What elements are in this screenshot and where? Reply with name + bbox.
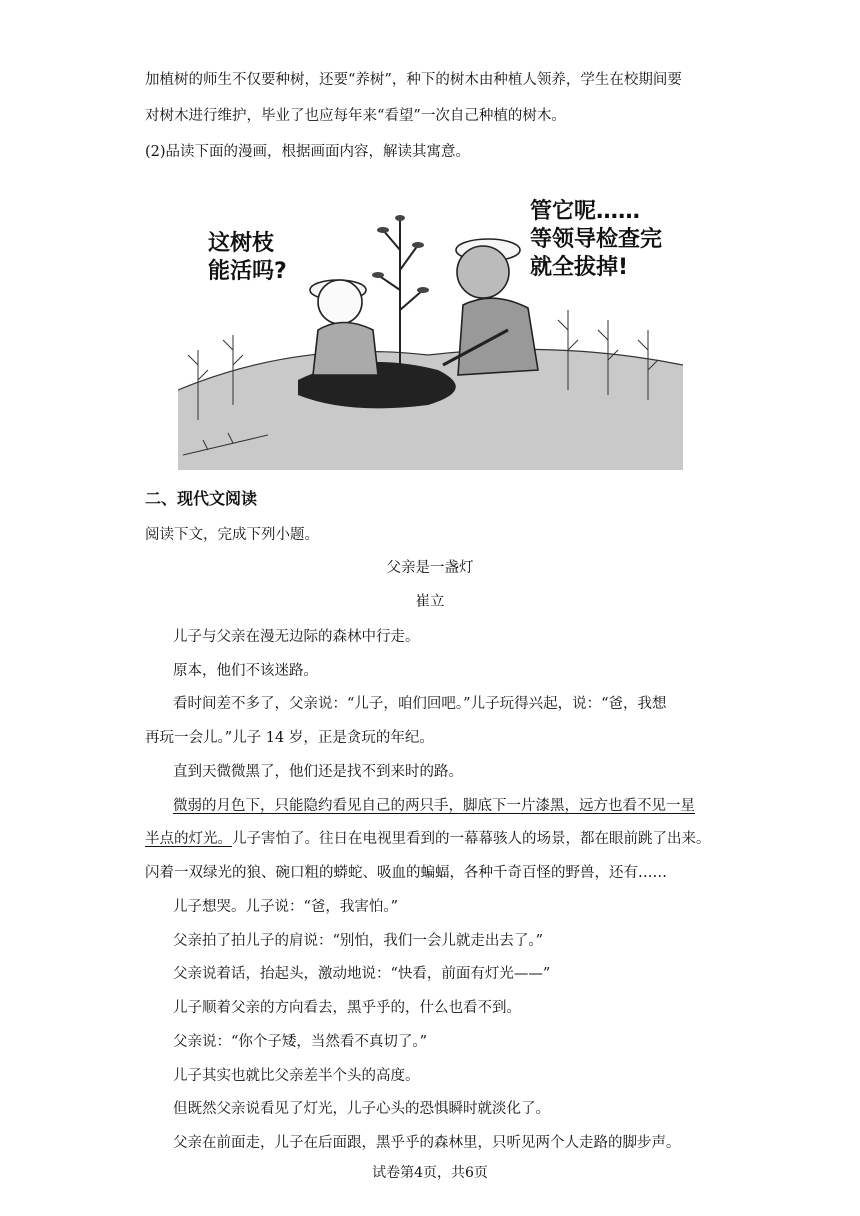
- paragraph-2: 原本，他们不该迷路。: [173, 663, 318, 679]
- paragraph-7: 父亲拍了拍儿子的肩说：“别怕，我们一会儿就走出去了。”: [173, 933, 544, 949]
- paragraph-5-line-2: [145, 829, 711, 849]
- right-bubble-line-3: 就全拔掉!: [530, 255, 629, 280]
- paragraph-10: 父亲说：“你个子矮，当然看不真切了。”: [173, 1034, 428, 1050]
- section-heading: 二、现代文阅读: [145, 489, 258, 508]
- paragraph-5-line-1: 微弱的月色下，只能隐约看见自己的两只手，脚底下一片漆黑，远方也看不见一星: [173, 798, 695, 814]
- paragraph-6: 儿子想哭。儿子说：“爸，我害怕。”: [173, 899, 399, 915]
- article-author: 崔立: [415, 594, 445, 610]
- page-footer: 试卷第4页，共6页: [372, 1165, 488, 1181]
- article-title: 父亲是一盏灯: [386, 560, 474, 576]
- paragraph-8: 父亲说着话，抬起头，激动地说：“快看，前面有灯光——”: [173, 966, 551, 982]
- intro-line-2: 对树木进行维护，毕业了也应每年来“看望”一次自己种植的树木。: [145, 108, 566, 124]
- paragraph-3-line-1: 看时间差不多了，父亲说：“儿子，咱们回吧。”儿子玩得兴起，说：“爸，我想: [173, 696, 667, 712]
- paragraph-1: 儿子与父亲在漫无边际的森林中行走。: [173, 629, 420, 645]
- cartoon-illustration: [178, 190, 683, 470]
- right-bubble-line-2: 等领导检查完: [530, 227, 663, 252]
- intro-line-1: 加植树的师生不仅要种树，还要“养树”，种下的树木由种植人领养，学生在校期间要: [145, 72, 682, 88]
- paragraph-11: 儿子其实也就比父亲差半个头的高度。: [173, 1068, 420, 1084]
- paragraph-5-line-3: 闪着一双绿光的狼、碗口粗的蟒蛇、吸血的蝙蝠，各种千奇百怪的野兽，还有……: [145, 865, 667, 881]
- reading-instruction: 阅读下文，完成下列小题。: [145, 527, 319, 543]
- paragraph-5-line-2-rest: 儿子害怕了。往日在电视里看到的一幕幕骇人的场景，都在眼前跳了出来。: [232, 831, 711, 847]
- paragraph-13: 父亲在前面走，儿子在后面跟，黑乎乎的森林里，只听见两个人走路的脚步声。: [173, 1135, 681, 1151]
- underlined-text: 半点的灯光。: [145, 831, 232, 847]
- left-bubble-line-1: 这树枝: [208, 231, 275, 256]
- paragraph-4: 直到天微微黑了，他们还是找不到来时的路。: [173, 764, 463, 780]
- paragraph-9: 儿子顺着父亲的方向看去，黑乎乎的，什么也看不到。: [173, 1000, 521, 1016]
- right-bubble-line-1: 管它呢……: [530, 199, 641, 224]
- left-bubble-line-2: 能活吗?: [208, 259, 287, 284]
- question-2: (2)品读下面的漫画，根据画面内容，解读其寓意。: [145, 144, 471, 160]
- paragraph-3-line-2: 再玩一会儿。”儿子 14 岁，正是贪玩的年纪。: [145, 730, 434, 746]
- paragraph-12: 但既然父亲说看见了灯光，儿子心头的恐惧瞬时就淡化了。: [173, 1101, 550, 1117]
